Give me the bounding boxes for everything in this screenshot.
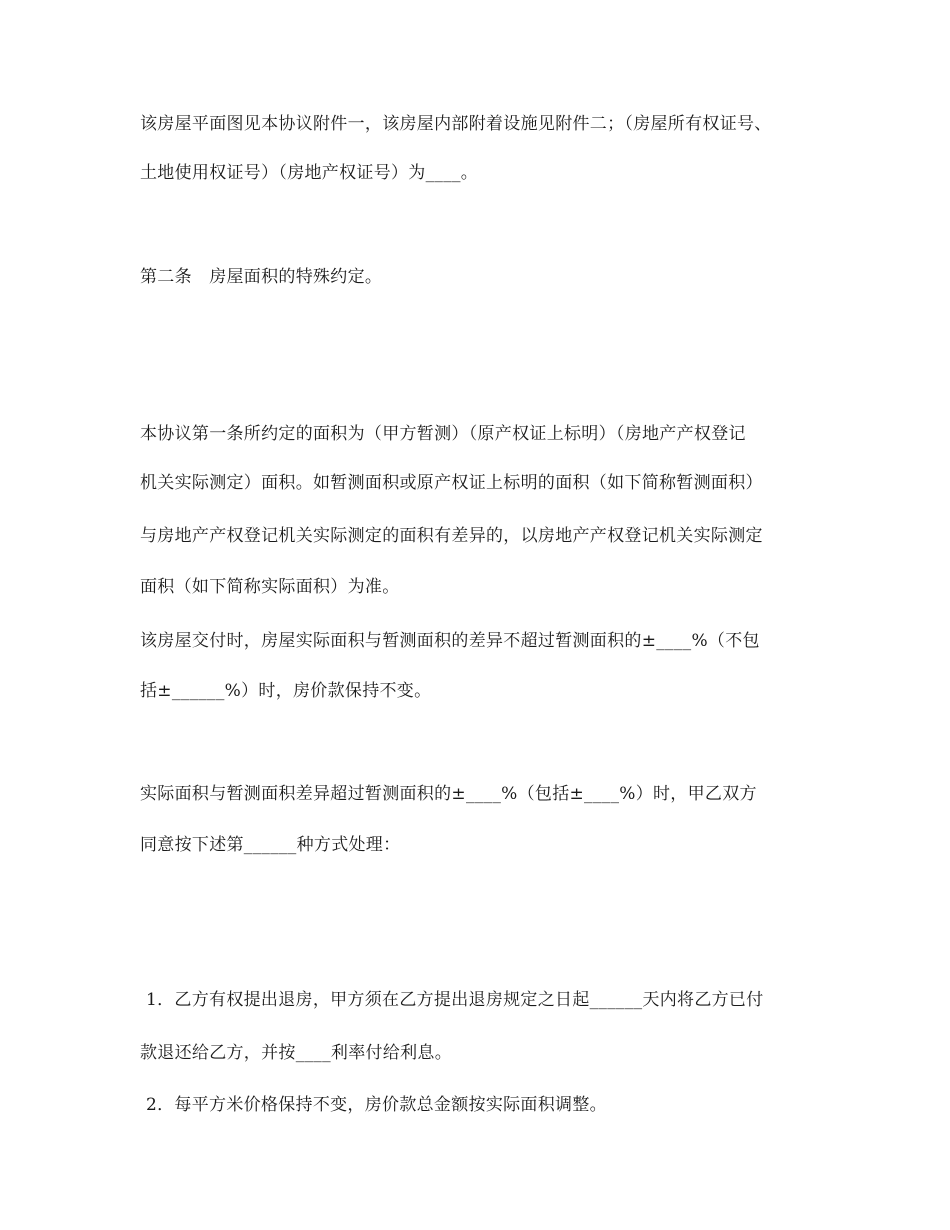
paragraph-line: 该房屋平面图见本协议附件一，该房屋内部附着设施见附件二；（房屋所有权证号、 — [140, 114, 772, 134]
paragraph-line: 机关实际测定）面积。如暂测面积或原产权证上标明的面积（如下简称暂测面积） — [140, 473, 763, 493]
section-heading: 第二条 房屋面积的特殊约定。 — [140, 267, 383, 287]
paragraph-line: 与房地产产权登记机关实际测定的面积有差异的，以房地产产权登记机关实际测定 — [140, 526, 763, 546]
paragraph-line: 本协议第一条所约定的面积为（甲方暂测）（原产权证上标明）（房地产产权登记 — [140, 424, 746, 444]
paragraph-line: 土地使用权证号）（房地产权证号）为____。 — [140, 163, 479, 183]
paragraph-line: 同意按下述第______种方式处理： — [140, 835, 401, 855]
paragraph-line: 括±______%）时，房价款保持不变。 — [140, 681, 432, 701]
paragraph-line: 实际面积与暂测面积差异超过暂测面积的±____%（包括±____%）时，甲乙双方 — [140, 784, 757, 804]
list-item-continuation: 款退还给乙方，并按____利率付给利息。 — [140, 1043, 452, 1063]
paragraph-line: 面积（如下简称实际面积）为准。 — [140, 577, 400, 597]
paragraph-line: 该房屋交付时，房屋实际面积与暂测面积的差异不超过暂测面积的±____%（不包 — [140, 631, 760, 651]
list-item: 2．每平方米价格保持不变，房价款总金额按实际面积调整。 — [146, 1095, 607, 1115]
list-item: 1．乙方有权提出退房，甲方须在乙方提出退房规定之日起______天内将乙方已付 — [146, 990, 764, 1010]
